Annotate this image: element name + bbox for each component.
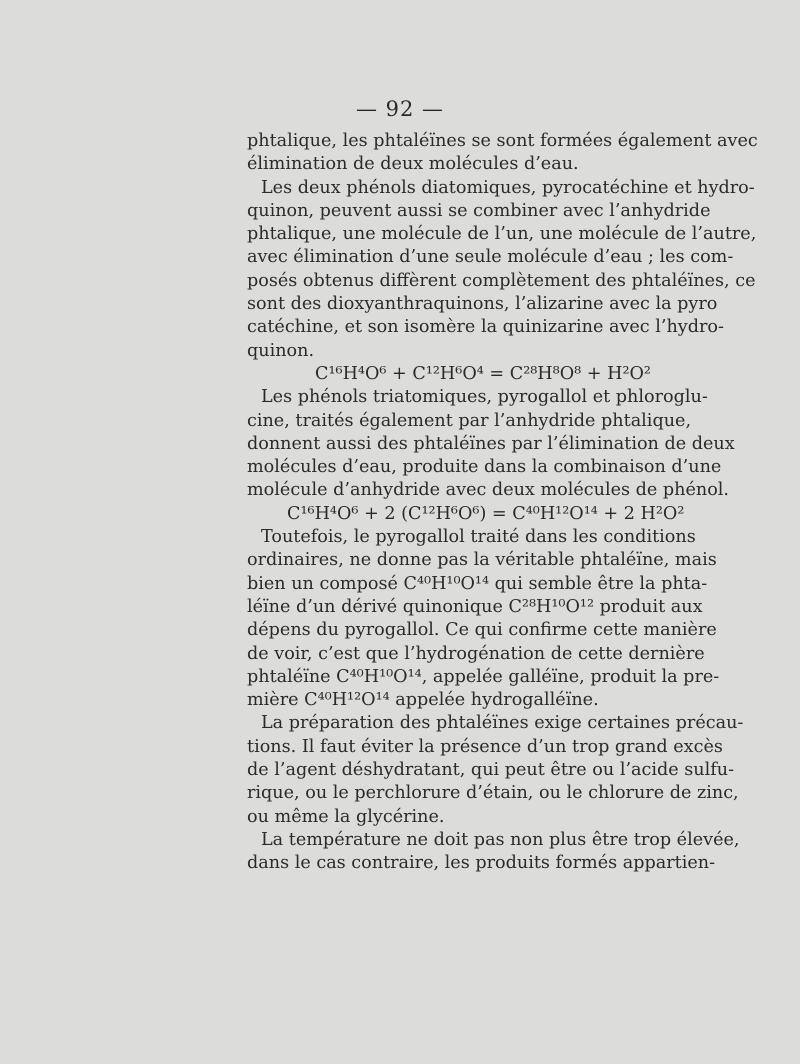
- text-line: bien un composé C⁴⁰H¹⁰O¹⁴ qui semble être la phta-: [247, 573, 708, 594]
- text-line: rique, ou le perchlorure d’étain, ou le chlorure de zinc,: [247, 783, 739, 804]
- text-line: catéchine, et son isomère la quinizarine avec l’hydro-: [247, 317, 724, 338]
- text-line: phtaléïne C⁴⁰H¹⁰O¹⁴, appelée galléïne, produit la pre-: [247, 666, 720, 687]
- text-line: avec élimination d’une seule molécule d’eau ; les com-: [247, 247, 734, 268]
- text-line: Toutefois, le pyrogallol traité dans les conditions: [261, 527, 696, 548]
- text-line: La température ne doit pas non plus être trop élevée,: [261, 829, 740, 850]
- text-line: donnent aussi des phtaléïnes par l’élimination de deux: [247, 433, 735, 454]
- body-text: [247, 130, 758, 876]
- page-number: — 92 —: [355, 97, 445, 121]
- text-line: dans le cas contraire, les produits formés appartien-: [247, 853, 716, 874]
- text-line: phtalique, une molécule de l’un, une molécule de l’autre,: [247, 224, 757, 245]
- text-line: Les deux phénols diatomiques, pyrocatéchine et hydro-: [261, 177, 755, 198]
- text-line: léïne d’un dérivé quinonique C²⁸H¹⁰O¹² produit aux: [247, 596, 703, 617]
- text-line: de voir, c’est que l’hydrogénation de cette dernière: [247, 643, 705, 664]
- text-line: La préparation des phtaléïnes exige certaines précau-: [261, 713, 744, 734]
- text-line: Les phénols triatomiques, pyrogallol et phloroglu-: [261, 387, 708, 408]
- text-line: ordinaires, ne donne pas la véritable phtaléïne, mais: [247, 550, 717, 571]
- text-line: sont des dioxyanthraquinons, l’alizarine avec la pyro: [247, 294, 718, 315]
- chemical-equation: C¹⁶H⁴O⁶ + 2 (C¹²H⁶O⁶) = C⁴⁰H¹²O¹⁴ + 2 H²O²: [287, 503, 685, 524]
- text-line: tions. Il faut éviter la présence d’un trop grand excès: [247, 736, 723, 757]
- text-line: quinon.: [247, 340, 315, 361]
- text-line: posés obtenus diffèrent complètement des phtaléïnes, ce: [247, 270, 756, 291]
- text-line: élimination de deux molécules d’eau.: [247, 154, 579, 175]
- text-line: molécules d’eau, produite dans la combinaison d’une: [247, 457, 722, 478]
- text-line: mière C⁴⁰H¹²O¹⁴ appelée hydrogalléïne.: [247, 690, 599, 711]
- text-line: de l’agent déshydratant, qui peut être ou l’acide sulfu-: [247, 760, 735, 781]
- text-line: quinon, peuvent aussi se combiner avec l’anhydride: [247, 200, 711, 221]
- text-line: cine, traités également par l’anhydride phtalique,: [247, 410, 692, 431]
- text-line: dépens du pyrogallol. Ce qui confirme cette manière: [247, 620, 717, 641]
- text-line: ou même la glycérine.: [247, 806, 445, 827]
- text-line: molécule d’anhydride avec deux molécules de phénol.: [247, 480, 730, 501]
- text-line: phtalique, les phtaléïnes se sont formées également avec: [247, 131, 758, 151]
- chemical-equation: C¹⁶H⁴O⁶ + C¹²H⁶O⁴ = C²⁸H⁸O⁸ + H²O²: [315, 363, 651, 384]
